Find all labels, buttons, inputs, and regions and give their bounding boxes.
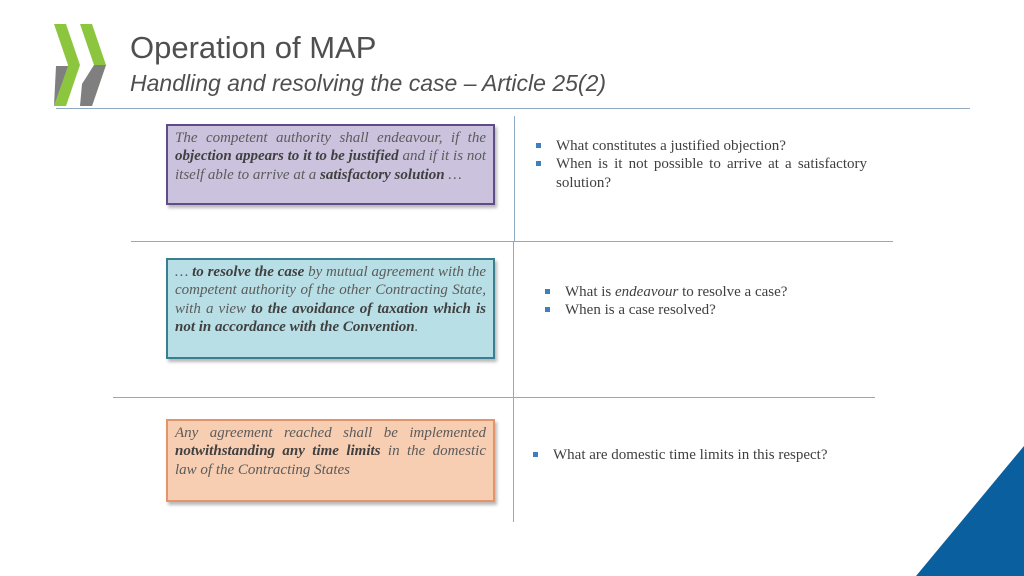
page-title: Operation of MAP — [130, 30, 377, 65]
corner-triangle — [916, 446, 1024, 576]
quote-text: Any agreement reached shall be implemented — [175, 425, 486, 441]
quote-text: and if it is not itself able to arrive at a — [175, 148, 486, 183]
questions-list-objection — [534, 137, 867, 192]
oecd-logo — [54, 24, 110, 106]
column-divider-3 — [513, 398, 514, 522]
question-emphasis: endeavour — [615, 284, 679, 300]
quote-text: in the domestic law of the Contracting States — [175, 443, 486, 478]
quote-emphasis: to resolve the case — [192, 264, 305, 280]
list-item: When is a case resolved? — [543, 301, 843, 319]
row-divider-2 — [113, 397, 875, 398]
article-quote-resolve — [166, 258, 495, 359]
header-divider — [56, 108, 970, 109]
column-divider-1 — [514, 116, 515, 241]
quote-text: by mutual agreement with the competent authority of the other Contracting State, with a view — [175, 264, 486, 317]
row-divider-1 — [131, 241, 893, 242]
questions-list-time-limits — [531, 446, 881, 464]
column-divider-2 — [513, 241, 514, 398]
quote-emphasis: objection appears to it to be justified — [175, 148, 399, 165]
quote-emphasis: satisfactory solution — [319, 166, 445, 183]
list-item: When is it not possible to arrive at a satisfactory solution? — [534, 155, 867, 192]
list-item: What constitutes a justified objection? — [534, 137, 867, 155]
list-item — [543, 283, 843, 301]
logo-chevron-gray-right — [80, 65, 106, 106]
corner-triangle-decoration — [916, 446, 1024, 576]
quote-text: The competent authority shall endeavour, if the — [175, 130, 486, 146]
question-text: to resolve a case? — [678, 284, 788, 300]
quote-text: … — [175, 264, 193, 280]
question-text: What is — [565, 284, 615, 300]
quote-text: … — [444, 166, 462, 183]
quote-text: . — [414, 318, 419, 335]
article-quote-time-limits — [166, 419, 495, 502]
article-quote-objection — [166, 124, 495, 205]
quote-emphasis: to the avoidance of taxation which is not in accordance with the Convention — [175, 300, 486, 335]
questions-list-resolve — [543, 283, 843, 320]
page-subtitle: Handling and resolving the case – Article 25(2) — [130, 70, 607, 96]
list-item: What are domestic time limits in this respect? — [531, 446, 881, 464]
quote-emphasis: notwithstanding any time limits — [175, 443, 381, 460]
